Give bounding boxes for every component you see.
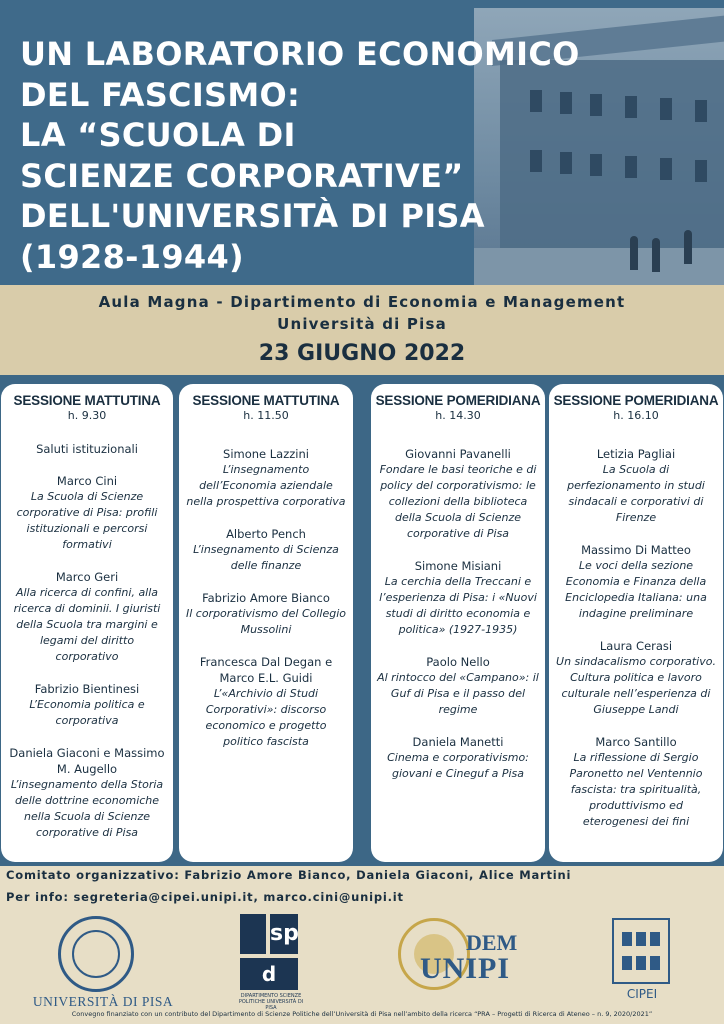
talk-title: La Scuola di Scienze corporative di Pisa: profili istituzionali e percorsi formativi xyxy=(16,490,158,551)
window xyxy=(625,156,637,178)
window xyxy=(660,158,672,180)
talk-title: Cinema e corporativismo: giovani e Cineguf a Pisa xyxy=(387,751,529,780)
speaker: Simone Misiani xyxy=(414,559,502,573)
venue-band xyxy=(0,285,724,375)
talk-title: L’insegnamento dell’Economia aziendale nella prospettiva corporativa xyxy=(186,463,346,508)
session-name: SESSIONE POMERIDIANA xyxy=(553,393,719,408)
speaker: Marco Santillo xyxy=(595,735,677,749)
footer xyxy=(0,866,724,1024)
unipi-logo-text: UNIVERSITÀ DI PISA xyxy=(32,994,174,1009)
talk-title: La cerchia della Treccani e l’esperienza di Pisa: i «Nuovi studi di diritto economia e politica» (1927-1935) xyxy=(379,575,537,636)
talk-title: L’insegnamento della Storia delle dottrine economiche nella Scuola di Scienze corporative di Pisa xyxy=(10,778,164,839)
speaker: Daniela Manetti xyxy=(412,735,504,749)
session-card xyxy=(1,384,173,862)
talk-title: Un sindacalismo corporativo. Cultura politica e lavoro culturale nell’esperienza di Giuseppe Landi xyxy=(556,655,716,716)
speaker: Marco Geri xyxy=(55,570,119,584)
speaker: Marco Cini xyxy=(56,474,118,488)
organizing-committee: Comitato organizzativo: Fabrizio Amore Bianco, Daniela Giaconi, Alice Martini xyxy=(6,868,572,882)
unipi-seal-icon xyxy=(58,916,134,992)
title-line: SCIENZE CORPORATIVE” xyxy=(20,156,464,195)
talk-title: Il corporativismo del Collegio Mussolini xyxy=(185,607,347,636)
dem-unipi-text: UNIPI xyxy=(420,952,511,985)
talk-title: Fondare le basi teoriche e di policy del corporativismo: le collezioni della biblioteca della Scuola di Scienze corporative di Pisa xyxy=(379,463,537,540)
speaker: Daniela Giaconi e Massimo M. Augello xyxy=(9,746,165,776)
venue-line: Aula Magna - Dipartimento di Economia e Management xyxy=(98,293,626,311)
person xyxy=(630,236,638,270)
talk-title: Le voci della sezione Economia e Finanza della Enciclopedia Italiana: una indagine preliminare xyxy=(565,559,707,620)
window xyxy=(560,152,572,174)
speaker: Saluti istituzionali xyxy=(36,442,138,456)
person xyxy=(652,238,660,272)
window xyxy=(560,92,572,114)
dsp-logo-letters: sp xyxy=(270,914,298,954)
session-name: SESSIONE POMERIDIANA xyxy=(375,393,541,408)
title-line: DEL FASCISMO: xyxy=(20,75,301,114)
session-card xyxy=(371,384,545,862)
contact-info: Per info: segreteria@cipei.unipi.it, marco.cini@unipi.it xyxy=(6,890,404,904)
dsp-logo-letter: d xyxy=(240,958,298,990)
window xyxy=(590,94,602,116)
speaker: Fabrizio Amore Bianco xyxy=(202,591,330,605)
funding-credit: Convegno finanziato con un contributo del Dipartimento di Scienze Politiche dell’Università di Pisa nell’ambito della ricerca “PRA – Progetti di Ricerca di Ateneo – n. 9, 2020/2021” xyxy=(71,1010,653,1018)
session-card xyxy=(549,384,723,862)
window xyxy=(695,100,707,122)
speaker: Alberto Pench xyxy=(226,527,306,541)
venue-university: Università di Pisa xyxy=(277,315,447,333)
talk-title: Al rintocco del «Campano»: il Guf di Pisa e il passo del regime xyxy=(377,671,539,716)
title-line: LA “SCUOLA DI xyxy=(20,116,296,154)
window xyxy=(695,160,707,182)
session-name: SESSIONE MATTUTINA xyxy=(13,393,161,408)
event-title xyxy=(20,34,580,277)
header xyxy=(0,0,724,285)
title-line: DELL'UNIVERSITÀ DI PISA xyxy=(20,197,485,235)
title-line: UN LABORATORIO ECONOMICO xyxy=(20,35,580,73)
dsp-logo-icon xyxy=(240,914,298,990)
session-time: h. 14.30 xyxy=(435,409,481,422)
dsp-logo-caption: DIPARTIMENTO SCIENZE POLITICHE UNIVERSITÀ DI PISA xyxy=(238,993,304,1011)
title-line: (1928-1944) xyxy=(20,237,244,276)
session-time: h. 16.10 xyxy=(613,409,659,422)
speaker: Massimo Di Matteo xyxy=(581,543,691,557)
session-time: h. 11.50 xyxy=(243,409,289,422)
speaker: Francesca Dal Degan e Marco E.L. Guidi xyxy=(199,655,333,685)
window xyxy=(625,96,637,118)
session-card xyxy=(179,384,353,862)
talk-title: Alla ricerca di confini, alla ricerca di dominii. I giuristi della Scuola tra margini e legami del diritto corporativo xyxy=(13,586,161,663)
dem-logo-text: DEM xyxy=(466,930,518,955)
speaker: Simone Lazzini xyxy=(223,447,309,461)
speaker: Letizia Pagliai xyxy=(596,447,676,461)
person xyxy=(684,230,692,264)
session-time: h. 9.30 xyxy=(67,409,107,422)
talk-title: La Scuola di perfezionamento in studi sindacali e corporativi di Firenze xyxy=(567,463,705,524)
event-date: 23 GIUGNO 2022 xyxy=(258,341,466,366)
cipei-building-icon xyxy=(612,918,670,984)
talk-title: L’«Archivio di Studi Corporativi»: discorso economico e progetto politico fascista xyxy=(205,687,327,748)
window xyxy=(660,98,672,120)
talk-title: L’insegnamento di Scienza delle finanze xyxy=(193,543,339,572)
speaker: Paolo Nello xyxy=(426,655,490,669)
cipei-logo-text: CIPEI xyxy=(626,987,658,1001)
window xyxy=(590,154,602,176)
session-name: SESSIONE MATTUTINA xyxy=(192,393,340,408)
speaker: Fabrizio Bientinesi xyxy=(34,682,140,696)
speaker: Laura Cerasi xyxy=(599,639,673,653)
talk-title: L’Economia politica e corporativa xyxy=(29,698,145,727)
speaker: Giovanni Pavanelli xyxy=(405,447,511,461)
talk-title: La riflessione di Sergio Paronetto nel Ventennio fascista: tra spiritualità, produttivismo ed eterogenesi dei fini xyxy=(569,751,703,828)
